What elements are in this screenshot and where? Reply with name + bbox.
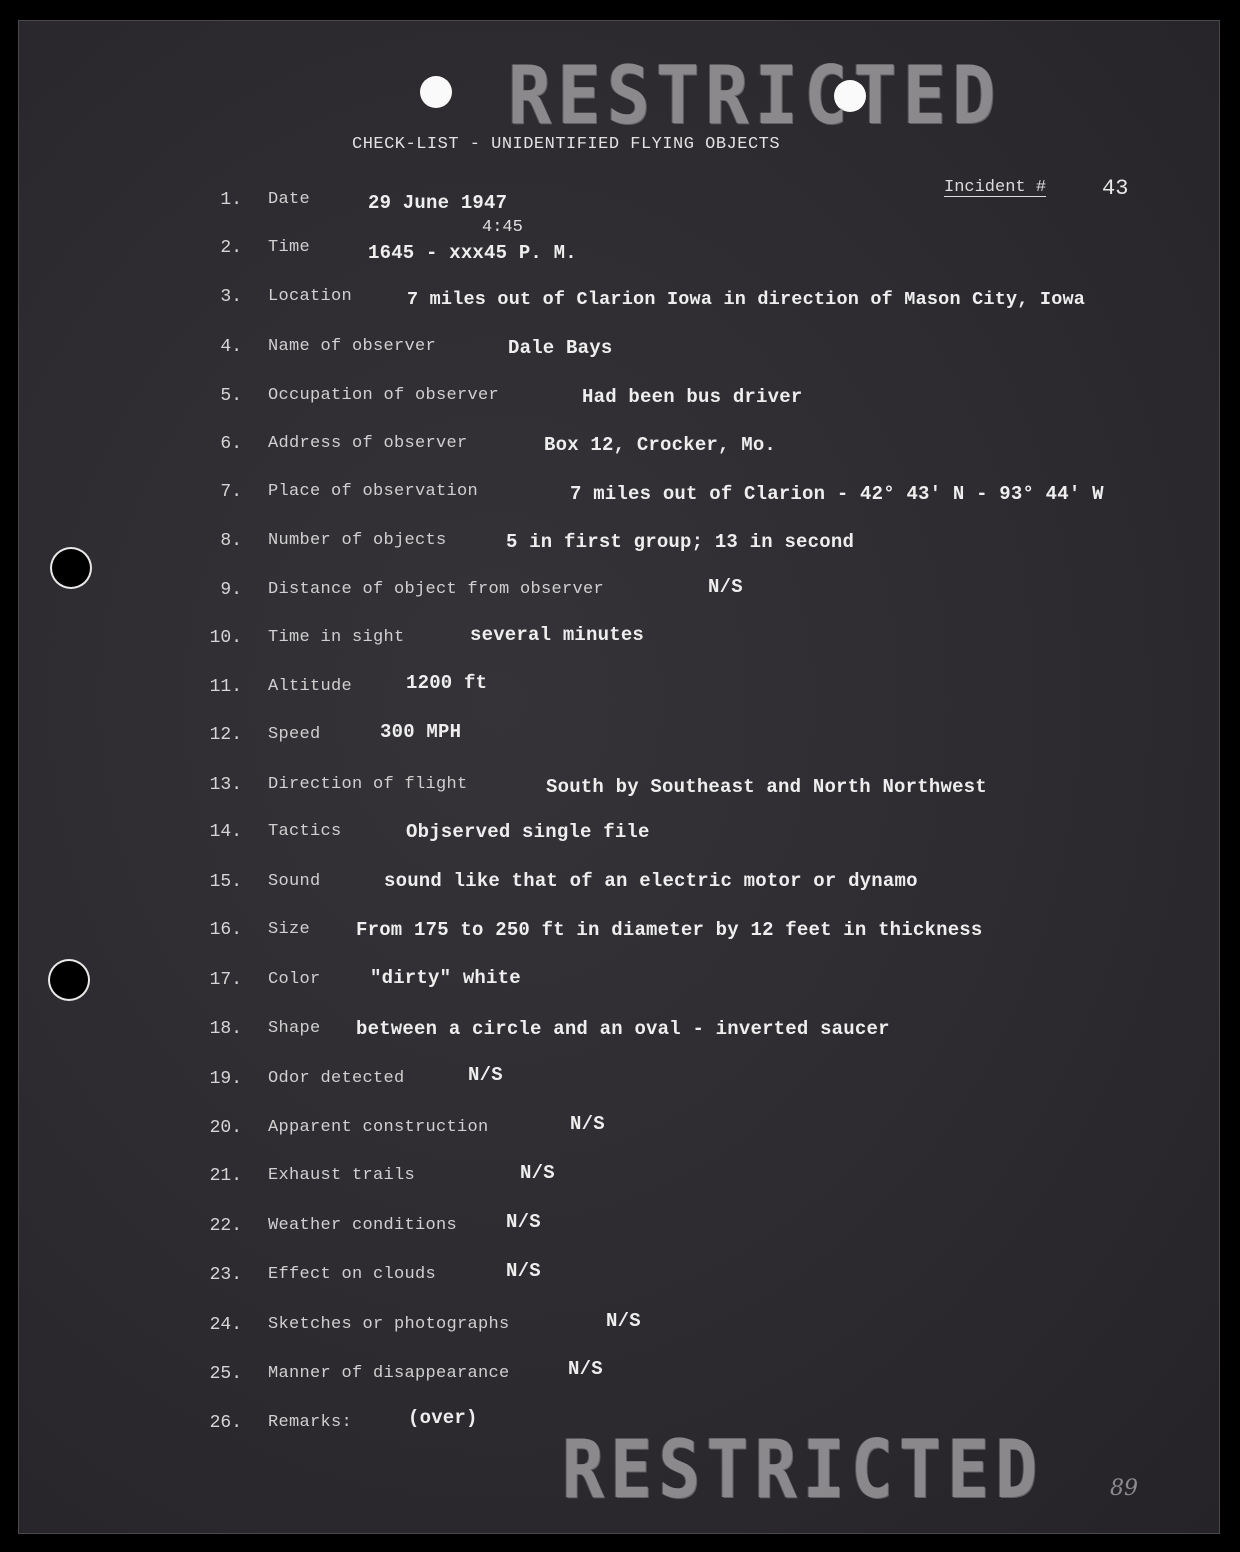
item-number: 11.	[209, 677, 242, 697]
item-value: 300 MPH	[380, 721, 462, 743]
incident-number	[944, 176, 1129, 201]
item-number: 14.	[209, 822, 242, 842]
item-label: Manner of disappearance	[268, 1364, 510, 1383]
item-number: 23.	[209, 1265, 242, 1285]
item-value: South by Southeast and North Northwest	[546, 776, 987, 798]
item-label: Speed	[268, 725, 321, 744]
item-number: 16.	[209, 920, 242, 940]
item-value: Objserved single file	[406, 821, 650, 843]
item-label: Distance of object from observer	[268, 580, 605, 599]
incident-value: 43	[1102, 176, 1129, 201]
item-number: 2.	[220, 238, 242, 258]
incident-label: Incident #	[944, 178, 1047, 197]
binder-hole-lower	[50, 961, 88, 999]
item-label: Location	[268, 287, 353, 306]
item-label: Address of observer	[268, 434, 468, 453]
item-label: Shape	[268, 1019, 321, 1038]
item-label: Odor detected	[268, 1069, 405, 1088]
item-label: Size	[268, 920, 311, 939]
restricted-stamp-bottom: RESTRICTED	[562, 1422, 1044, 1517]
item-label: Time	[268, 238, 311, 257]
item-value: Box 12, Crocker, Mo.	[544, 434, 777, 456]
item-value: "dirty" white	[370, 967, 521, 989]
item-label: Direction of flight	[268, 775, 468, 794]
item-value: From 175 to 250 ft in diameter by 12 feet in thickness	[356, 919, 983, 941]
punch-hole-top-left	[420, 76, 452, 108]
item-value: Dale Bays	[508, 337, 613, 359]
item-label: Occupation of observer	[268, 386, 500, 405]
item-label: Number of objects	[268, 531, 447, 550]
item-value: 5 in first group; 13 in second	[506, 531, 855, 553]
item-value: 1645 - xxx45 P. M.	[368, 242, 577, 264]
item-value: N/S	[568, 1358, 603, 1380]
item-label: Name of observer	[268, 337, 437, 356]
item-value: 7 miles out of Clarion Iowa in direction of Mason City, Iowa	[407, 289, 1086, 310]
item-label: Altitude	[268, 677, 353, 696]
item-value: N/S	[570, 1113, 605, 1135]
document-heading: CHECK-LIST - UNIDENTIFIED FLYING OBJECTS	[352, 135, 781, 154]
item-label: Place of observation	[268, 482, 479, 501]
item-label: Apparent construction	[268, 1118, 489, 1137]
item-number: 4.	[220, 337, 242, 357]
item-label: Time in sight	[268, 628, 405, 647]
item-number: 15.	[209, 872, 242, 892]
item-number: 25.	[209, 1364, 242, 1384]
item-number: 3.	[220, 287, 242, 307]
restricted-stamp-top: RESTRICTED	[508, 48, 1002, 143]
item-value: N/S	[708, 576, 743, 598]
item-value: Had been bus driver	[582, 386, 803, 408]
item-value: N/S	[520, 1162, 555, 1184]
item-label: Effect on clouds	[268, 1265, 437, 1284]
item-value: several minutes	[470, 624, 645, 646]
item-label: Remarks:	[268, 1413, 353, 1432]
item-value: 7 miles out of Clarion - 42° 43' N - 93° 44' W	[570, 483, 1104, 505]
item-value: N/S	[506, 1211, 541, 1233]
item-number: 9.	[220, 580, 242, 600]
item-number: 17.	[209, 970, 242, 990]
item-number: 6.	[220, 434, 242, 454]
item-number: 10.	[209, 628, 242, 648]
item-label: Sound	[268, 872, 321, 891]
item-number: 1.	[220, 190, 242, 210]
item-number: 13.	[209, 775, 242, 795]
item-value: between a circle and an oval - inverted saucer	[356, 1018, 890, 1040]
item-number: 12.	[209, 725, 242, 745]
binder-hole-upper	[52, 549, 90, 587]
item-label: Color	[268, 970, 321, 989]
item-value: sound like that of an electric motor or dynamo	[384, 870, 918, 892]
page-number-mark: 89	[1110, 1476, 1138, 1501]
item-value: (over)	[408, 1407, 478, 1429]
item-value: N/S	[468, 1064, 503, 1086]
item-number: 26.	[209, 1413, 242, 1433]
item-number: 24.	[209, 1315, 242, 1335]
item-number: 18.	[209, 1019, 242, 1039]
item-number: 8.	[220, 531, 242, 551]
item-number: 22.	[209, 1216, 242, 1236]
item-number: 5.	[220, 386, 242, 406]
item-label: Sketches or photographs	[268, 1315, 510, 1334]
item-value: 1200 ft	[406, 672, 488, 694]
item-label: Exhaust trails	[268, 1166, 416, 1185]
handwritten-time-correction: 4:45	[482, 218, 523, 237]
item-value: 29 June 1947	[368, 192, 508, 214]
item-number: 7.	[220, 482, 242, 502]
item-label: Weather conditions	[268, 1216, 458, 1235]
item-number: 20.	[209, 1118, 242, 1138]
item-number: 19.	[209, 1069, 242, 1089]
item-number: 21.	[209, 1166, 242, 1186]
item-value: N/S	[606, 1310, 641, 1332]
item-value: N/S	[506, 1260, 541, 1282]
item-label: Tactics	[268, 822, 342, 841]
item-label: Date	[268, 190, 311, 209]
